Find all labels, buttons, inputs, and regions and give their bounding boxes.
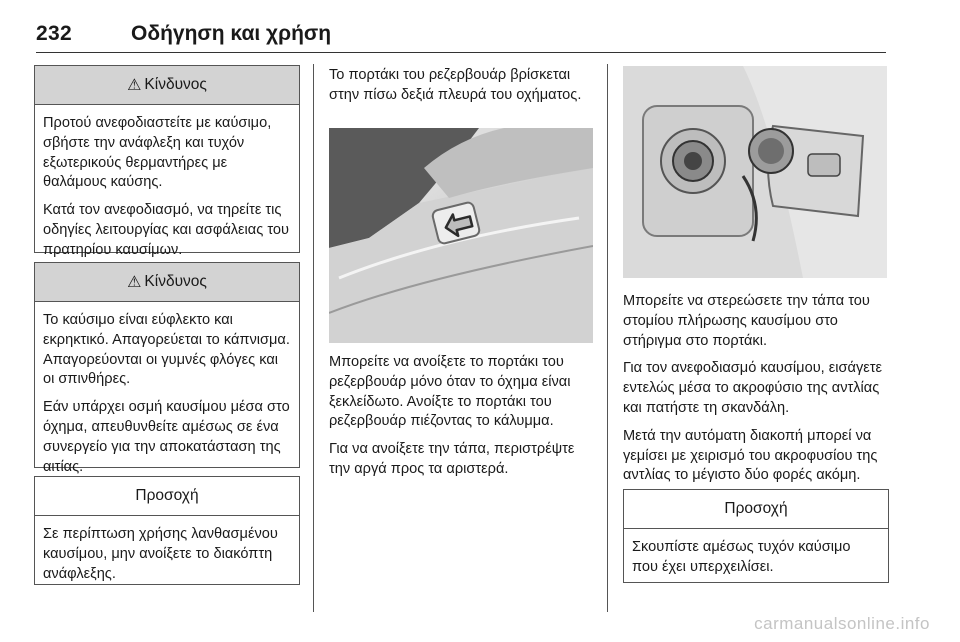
- paragraph: Σε περίπτωση χρήσης λανθασμένου καυσίμου, μην ανοίξετε το διακόπτη ανάφλεξης.: [43, 526, 278, 582]
- paragraph: Μπορείτε να στερεώσετε την τάπα του στομίου πλήρωσης καυσίμου στο στήριγμα στο πορτάκι.: [623, 293, 870, 349]
- caution-box: [34, 476, 300, 585]
- column-3-text: [623, 292, 889, 494]
- paragraph: Το καύσιμο είναι εύφλεκτο και εκρηκτικό. Απαγορεύεται το κάπνισμα. Απαγορεύονται οι γυμνές φλόγες και οι σπινθήρες.: [43, 312, 290, 388]
- paragraph: Προτού ανεφοδιαστείτε με καύσιμο, σβήστε την ανάφλεξη και τυχόν εξωτερικούς θερμαντήρες με θαλάμους καύσης.: [43, 115, 272, 191]
- caution-box-header: [35, 477, 299, 516]
- danger-title: Κίνδυνος: [144, 76, 207, 93]
- paragraph: Σκουπίστε αμέσως τυχόν καύσιμο που έχει υπερχειλίσει.: [632, 539, 851, 575]
- watermark: carmanualsonline.info: [754, 614, 930, 633]
- caution-title: Προσοχή: [724, 500, 788, 517]
- danger-box-1: [34, 65, 300, 258]
- paragraph: Κατά τον ανεφοδιασμό, να τηρείτε τις οδηγίες λειτουργίας και ασφάλειας του πρατηρίου καυσίμων.: [43, 202, 289, 258]
- page-header: [36, 22, 886, 53]
- warning-icon: ⚠: [127, 77, 142, 94]
- paragraph: Μπορείτε να ανοίξετε το πορτάκι του ρεζερβουάρ μόνο όταν το όχημα είναι ξεκλείδωτο. Ανοίξτε το πορτάκι του ρεζερβουάρ πιέζοντας το κάλυμμα.: [329, 354, 571, 430]
- figure-fuel-door-car: [329, 128, 593, 343]
- warning-icon: ⚠: [127, 274, 142, 291]
- caution-title: Προσοχή: [135, 487, 199, 504]
- column-2-intro: [329, 66, 593, 114]
- car-rear-illustration: [329, 128, 593, 343]
- danger-box-body: [35, 302, 299, 485]
- section-title: Οδήγηση και χρήση: [131, 22, 332, 45]
- caution-box-2: [623, 489, 889, 583]
- danger-box-header: [35, 263, 299, 302]
- paragraph: Εάν υπάρχει οσμή καυσίμου μέσα στο όχημα, απευθυνθείτε αμέσως σε ένα συνεργείο για την αποκατάσταση της αιτίας.: [43, 399, 290, 475]
- paragraph: Για να ανοίξετε την τάπα, περιστρέψτε την αργά προς τα αριστερά.: [329, 441, 575, 477]
- caution-box-body: [35, 516, 299, 592]
- danger-box-body: [35, 105, 299, 269]
- page-number: 232: [36, 22, 72, 45]
- fuel-cap-illustration: [623, 66, 887, 278]
- caution-box-header: [624, 490, 888, 529]
- danger-box-2: [34, 262, 300, 475]
- paragraph: Το πορτάκι του ρεζερβουάρ βρίσκεται στην πίσω δεξιά πλευρά του οχήματος.: [329, 67, 582, 103]
- caution-box-body: [624, 529, 888, 586]
- column-divider-2: [607, 64, 608, 612]
- column-2-text: [329, 353, 593, 488]
- danger-box-header: [35, 66, 299, 105]
- figure-fuel-cap: [623, 66, 887, 278]
- danger-title: Κίνδυνος: [144, 273, 207, 290]
- column-divider-1: [313, 64, 314, 612]
- paragraph: Για τον ανεφοδιασμό καυσίμου, εισάγετε εντελώς μέσα το ακροφύσιο της αντλίας και πατήστε τη σκανδάλη.: [623, 360, 883, 416]
- paragraph: Μετά την αυτόματη διακοπή μπορεί να γεμίσει με χειρισμό του ακροφυσίου της αντλίας το μέγιστο δύο φορές ακόμη.: [623, 427, 878, 484]
